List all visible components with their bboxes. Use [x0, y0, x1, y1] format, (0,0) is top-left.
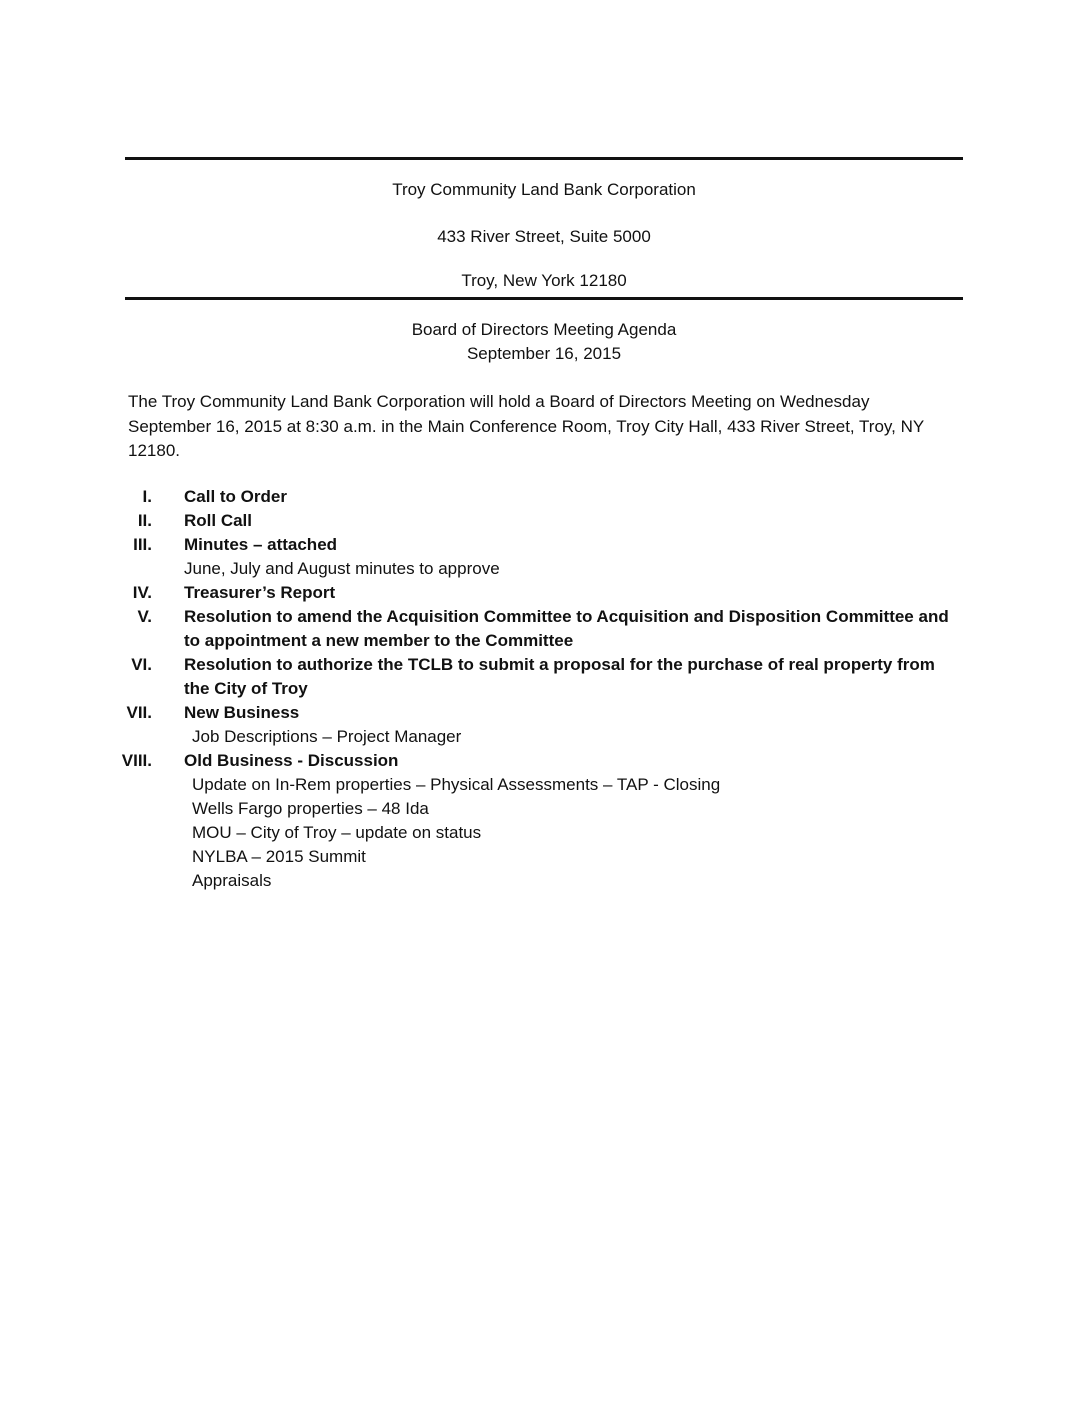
agenda-subitem [80, 773, 980, 797]
agenda-subitem [80, 821, 980, 845]
agenda-subitem-label: MOU – City of Troy – update on status [192, 823, 482, 842]
agenda-item-continuation [80, 677, 980, 701]
agenda-item-label: New Business [184, 703, 300, 722]
org-city: Troy, New York 12180 [461, 271, 627, 290]
meeting-date: September 16, 2015 [466, 344, 622, 363]
agenda-number: VI. [131, 655, 152, 674]
agenda-item-label: the City of Troy [184, 679, 308, 698]
meeting-title: Board of Directors Meeting Agenda [411, 320, 677, 339]
agenda-number: VII. [126, 703, 152, 722]
agenda-list [80, 485, 980, 893]
intro-line: The Troy Community Land Bank Corporation will hold a Board of Directors Meeting on Wednesday [128, 392, 870, 411]
agenda-number: VIII. [121, 751, 152, 770]
agenda-item-continuation [80, 629, 980, 653]
agenda-subitem-label: NYLBA – 2015 Summit [192, 847, 366, 866]
agenda-number: V. [137, 607, 152, 626]
agenda-subitem-label: June, July and August minutes to approve [184, 559, 500, 578]
meeting-intro-paragraph [128, 390, 968, 464]
agenda-item-label: Old Business - Discussion [184, 751, 399, 770]
agenda-item-resolution-amend-committee [80, 605, 980, 629]
agenda-subitem [80, 557, 980, 581]
agenda-number: IV. [132, 583, 152, 602]
agenda-item-label: Treasurer’s Report [184, 583, 336, 602]
agenda-item-resolution-purchase-proposal [80, 653, 980, 677]
agenda-subitem [80, 725, 980, 749]
header-top-rule [125, 157, 963, 160]
agenda-item-call-to-order [80, 485, 980, 509]
agenda-item-label: Resolution to authorize the TCLB to submit a proposal for the purchase of real property from [184, 655, 935, 674]
agenda-item-minutes [80, 533, 980, 557]
agenda-item-old-business [80, 749, 980, 773]
agenda-number: I. [142, 487, 152, 506]
agenda-subitem [80, 797, 980, 821]
agenda-item-new-business [80, 701, 980, 725]
agenda-item-label: Roll Call [184, 511, 253, 530]
agenda-item-label: Call to Order [184, 487, 287, 506]
header-bottom-rule [125, 297, 963, 300]
agenda-item-roll-call [80, 509, 980, 533]
agenda-subitem-label: Appraisals [192, 871, 272, 890]
agenda-item-label: Resolution to amend the Acquisition Committee to Acquisition and Disposition Committee and [184, 607, 949, 626]
agenda-item-label: Minutes – attached [184, 535, 338, 554]
org-address: 433 River Street, Suite 5000 [437, 227, 651, 246]
intro-line: September 16, 2015 at 8:30 a.m. in the Main Conference Room, Troy City Hall, 433 River Street, Troy, NY [128, 416, 925, 436]
agenda-subitem-label: Job Descriptions – Project Manager [192, 727, 462, 746]
intro-line: 12180. [128, 441, 180, 460]
agenda-subitem [80, 869, 980, 893]
agenda-subitem-label: Update on In-Rem properties – Physical Assessments – TAP - Closing [192, 775, 721, 794]
agenda-number: III. [133, 535, 152, 554]
agenda-number: II. [137, 511, 152, 530]
agenda-subitem [80, 845, 980, 869]
agenda-item-treasurers-report [80, 581, 980, 605]
agenda-item-label: to appointment a new member to the Committee [184, 631, 574, 650]
org-name: Troy Community Land Bank Corporation [392, 180, 696, 199]
agenda-subitem-label: Wells Fargo properties – 48 Ida [192, 799, 429, 818]
